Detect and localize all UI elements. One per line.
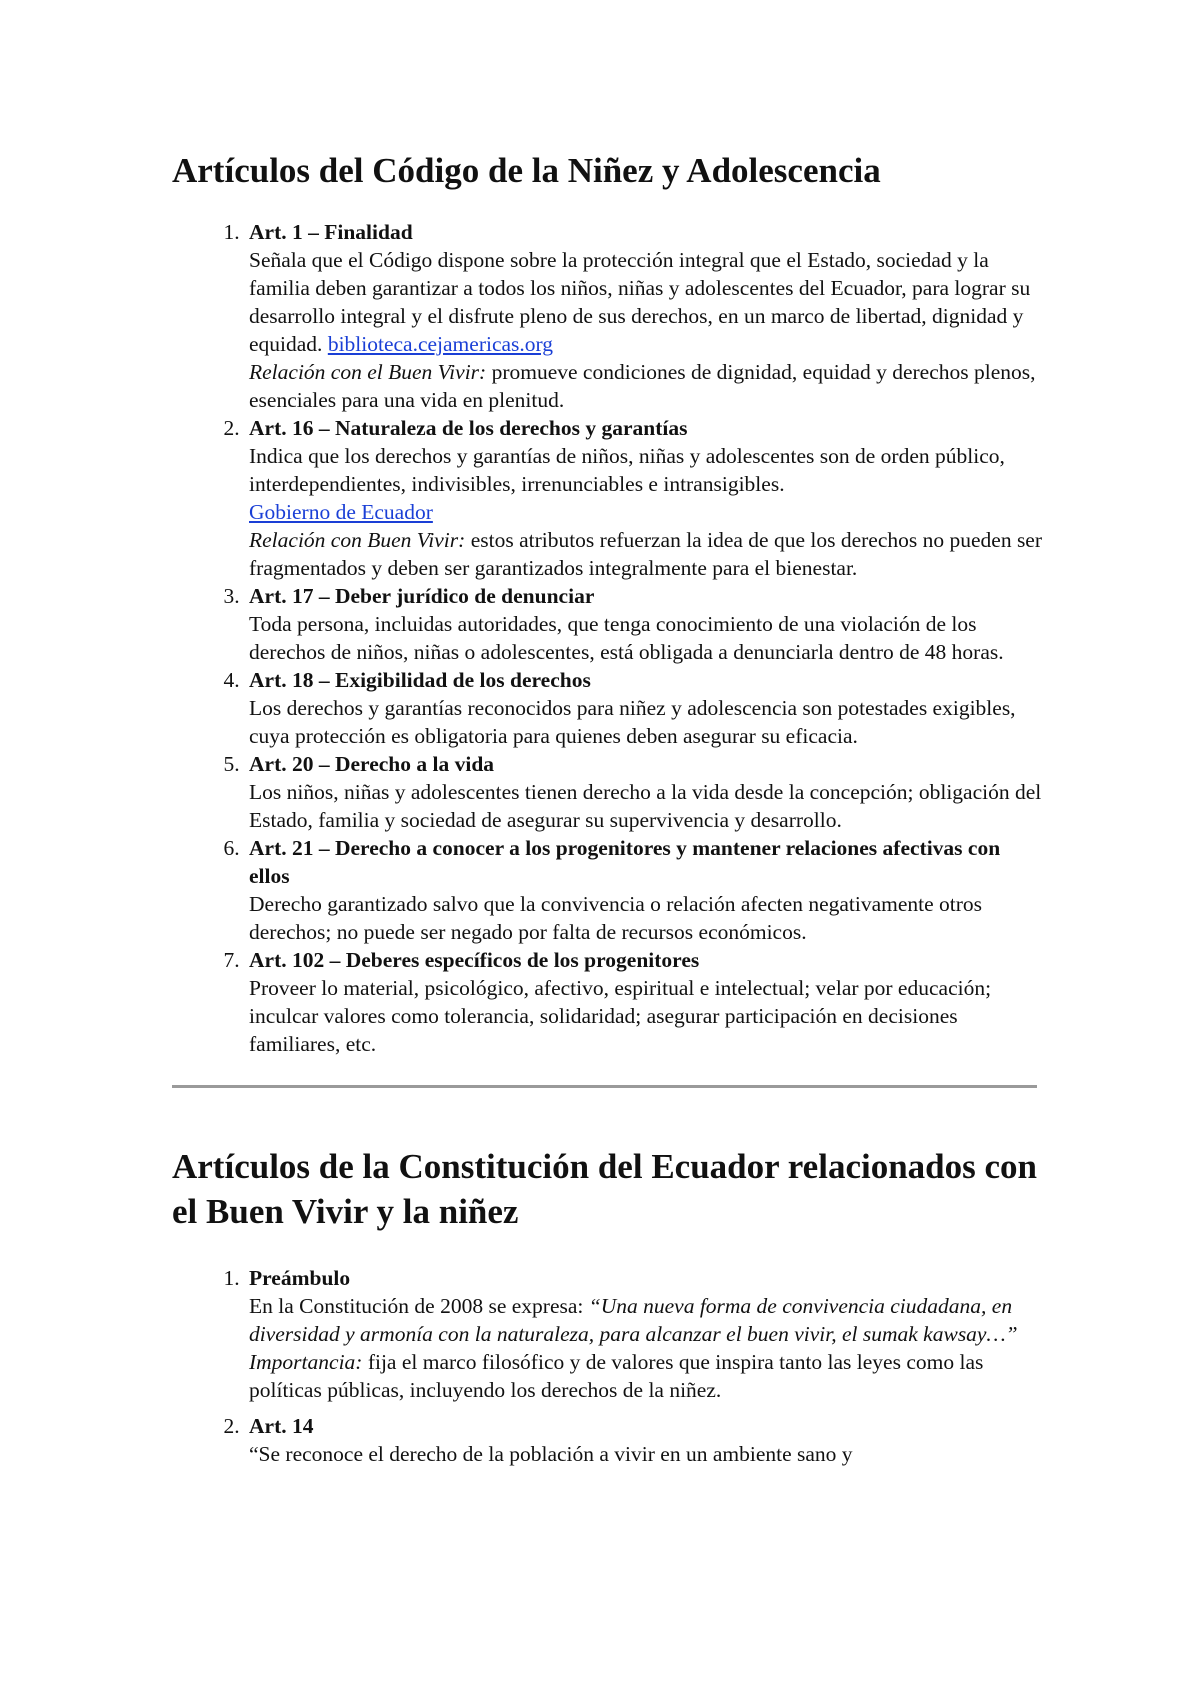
list-item — [245, 666, 1042, 750]
article-title: 2. Art. 14 — [249, 1414, 314, 1438]
article-title: 6. Art. 21 – Derecho a conocer a los progenitores y mantener relaciones afectivas con ellos — [249, 836, 1001, 888]
list-item — [245, 946, 1042, 1058]
article-text: Toda persona, incluidas autoridades, que tenga conocimiento de una violación de los derechos de niños, niñas o adolescentes, está obligada a denunciarla dentro de 48 horas. — [249, 612, 1004, 664]
importance-label: Importancia: — [249, 1350, 363, 1374]
article-title: 1. Preámbulo — [249, 1266, 351, 1290]
section-title-codigo: Artículos del Código de la Niñez y Adolescencia — [172, 151, 881, 190]
article-title: 3. Art. 17 – Deber jurídico de denunciar — [249, 584, 595, 608]
source-link[interactable]: biblioteca.cejamericas.org — [327, 332, 554, 356]
article-text: “Se reconoce el derecho de la población a vivir en un ambiente sano y — [249, 1442, 853, 1466]
article-text: Indica que los derechos y garantías de niños, niñas y adolescentes son de orden público, interdependientes, indivisibles, irrenunciables e intransigibles. — [249, 444, 1005, 496]
article-title: 4. Art. 18 – Exigibilidad de los derechos — [249, 668, 591, 692]
preamble-quote: “Una nueva forma de convivencia ciudadana, en diversidad y armonía con la naturaleza, para alcanzar el buen vivir, el sumak kawsay…” — [249, 1294, 1018, 1346]
buen-vivir-relation — [249, 358, 1042, 414]
article-text: Los niños, niñas y adolescentes tienen derecho a la vida desde la concepción; obligación del Estado, familia y sociedad de asegurar su supervivencia y desarrollo. — [249, 780, 1042, 832]
list-item — [245, 834, 1042, 946]
list-item — [245, 582, 1042, 666]
article-text: Derecho garantizado salvo que la convivencia o relación afecten negativamente otros derechos; no puede ser negado por falta de recursos económicos. — [249, 892, 983, 944]
relation-label: Relación con el Buen Vivir: — [249, 360, 487, 384]
codigo-articles-list — [172, 218, 1042, 1058]
article-title: 7. Art. 102 – Deberes específicos de los progenitores — [249, 948, 700, 972]
importance-note — [249, 1348, 1042, 1404]
importance-text: fija el marco filosófico y de valores que inspira tanto las leyes como las políticas públicas, incluyendo los derechos de la niñez. — [249, 1350, 984, 1402]
list-item — [245, 218, 1042, 414]
document-page — [172, 120, 1042, 1468]
article-text: Señala que el Código dispone sobre la protección integral que el Estado, sociedad y la familia deben garantizar a todos los niños, niñas y adolescentes del Ecuador, para lograr su desarrollo integral y el disfrute pleno de sus derechos, en un marco de libertad, dignidad y equidad. biblioteca.cejamericas.org — [249, 248, 1031, 356]
article-title: 5. Art. 20 – Derecho a la vida — [249, 752, 495, 776]
article-title: 2. Art. 16 – Naturaleza de los derechos y garantías — [249, 416, 688, 440]
list-item — [245, 1412, 1042, 1468]
section-title-constitucion: Artículos de la Constitución del Ecuador relacionados con el Buen Vivir y la niñez — [172, 1147, 1038, 1231]
relation-text: promueve condiciones de dignidad, equidad y derechos plenos, esenciales para una vida en plenitud. — [249, 360, 1036, 412]
article-text: Los derechos y garantías reconocidos para niñez y adolescencia son potestades exigibles, cuya protección es obligatoria para quienes deben asegurar su eficacia. — [249, 696, 1016, 748]
source-link[interactable]: Gobierno de Ecuador — [249, 500, 433, 524]
article-text: Proveer lo material, psicológico, afectivo, espiritual e intelectual; velar por educación; inculcar valores como tolerancia, solidaridad; asegurar participación en decisiones familiares, etc. — [249, 976, 992, 1056]
buen-vivir-relation — [249, 526, 1042, 582]
list-item — [245, 1264, 1042, 1404]
list-item — [245, 414, 1042, 582]
list-item — [245, 750, 1042, 834]
section-divider — [172, 1085, 1037, 1088]
relation-text: estos atributos refuerzan la idea de que los derechos no pueden ser fragmentados y deben ser garantizados integralmente para el bienestar. — [249, 528, 1043, 580]
article-title: 1. Art. 1 – Finalidad — [249, 220, 413, 244]
relation-label: Relación con Buen Vivir: — [249, 528, 466, 552]
constitucion-articles-list — [172, 1264, 1042, 1468]
article-text: En la Constitución de 2008 se expresa: “Una nueva forma de convivencia ciudadana, en diversidad y armonía con la naturaleza, para alcanzar el buen vivir, el sumak kawsay…” — [249, 1294, 1018, 1346]
